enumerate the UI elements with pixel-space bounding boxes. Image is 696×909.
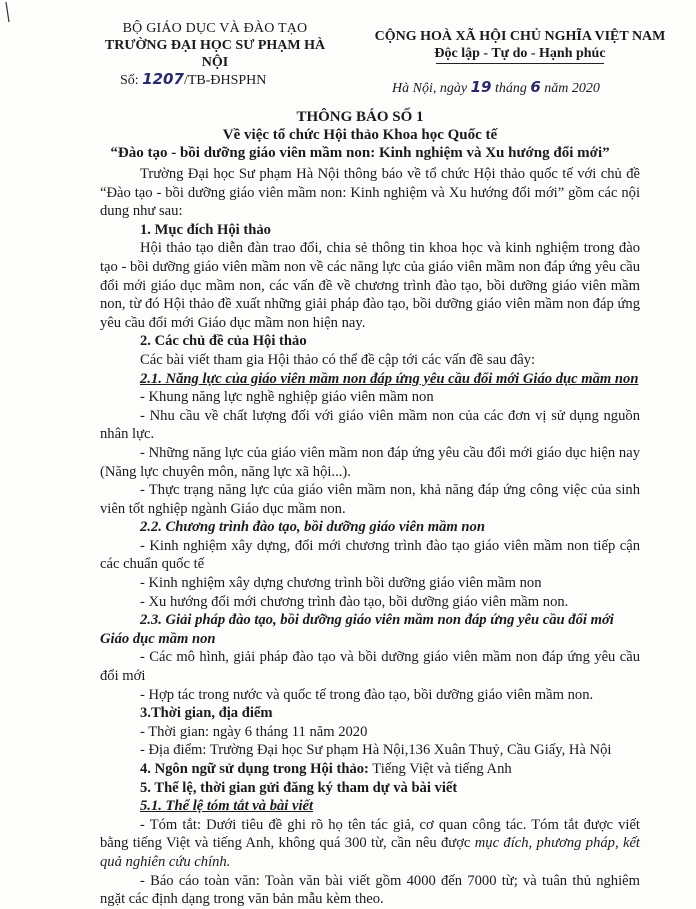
section-4-label: 4. Ngôn ngữ sử dụng trong Hội thảo:	[140, 761, 369, 777]
doc-number-handwritten: 1207	[142, 70, 184, 88]
section-2-2-item: - Xu hướng đổi mới chương trình đào tạo, bồi dưỡng giáo viên mầm non.	[140, 593, 569, 610]
section-2-1-item: - Khung năng lực nghề nghiệp giáo viên mầm non	[140, 389, 434, 406]
date-month-label: tháng	[494, 81, 527, 96]
motto-underline	[436, 63, 604, 64]
section-5-1-fulltext: - Báo cáo toàn văn: Toàn văn bài viết gồm 4000 đến 7000 từ; và tuân thủ nghiêm ngặt các định dạng trong văn bản mẫu kèm theo.	[100, 872, 640, 908]
section-3-item: - Thời gian: ngày 6 tháng 11 năm 2020	[140, 723, 368, 740]
section-5-1-title: 5.1. Thể lệ tóm tắt và bài viết	[140, 798, 314, 815]
intro-paragraph: Trường Đại học Sư phạm Hà Nội thông báo về tổ chức Hội thảo quốc tế với chủ đề “Đào tạo - bồi dưỡng giáo viên mầm non: Kinh nghiệm và Xu hướng đổi mới” gồm các nội dung như sau:	[100, 166, 640, 220]
section-3-title: 3.Thời gian, địa điểm	[140, 705, 273, 722]
doc-number-suffix: /TB-ĐHSPHN	[183, 73, 267, 88]
section-4	[100, 760, 640, 779]
notice-body	[100, 165, 640, 909]
section-2-2-item: - Kinh nghiệm xây dựng, đổi mới chương trình đào tạo giáo viên mầm non tiếp cận các chuẩn quốc tế	[100, 537, 640, 573]
university-name: TRƯỜNG ĐẠI HỌC SƯ PHẠM HÀ NỘI	[104, 38, 326, 70]
issuer-block	[96, 20, 334, 89]
section-2-1-item: - Những năng lực của giáo viên mầm non đáp ứng yêu cầu đổi mới giáo dục hiện nay (Năng lực chuyên môn, năng lực xã hội...).	[100, 444, 640, 480]
section-2-2-item: - Kinh nghiệm xây dựng chương trình bồi dưỡng giáo viên mầm non	[140, 575, 542, 592]
national-motto: Độc lập - Tự do - Hạnh phúc	[434, 46, 606, 61]
notice-title	[60, 108, 660, 162]
republic-name: CỘNG HOÀ XÃ HỘI CHỦ NGHĨA VIỆT NAM	[374, 29, 666, 44]
section-2-text: Các bài viết tham gia Hội thảo có thể đề cập tới các vấn đề sau đây:	[140, 351, 536, 368]
section-2-3-item: - Các mô hình, giải pháp đào tạo và bồi dưỡng giáo viên mầm non đáp ứng yêu cầu đổi mới	[100, 649, 640, 685]
section-2-1-title: 2.1. Năng lực của giáo viên mầm non đáp ứng yêu cầu đổi mới Giáo dục mầm non	[140, 370, 639, 387]
section-2-title: 2. Các chủ đề của Hội thảo	[140, 333, 307, 350]
notice-number: THÔNG BÁO SỐ 1	[296, 109, 424, 125]
section-5-title: 5. Thể lệ, thời gian gửi đăng ký tham dự và bài viết	[140, 779, 458, 796]
pen-mark-icon	[0, 0, 20, 26]
section-2-1-item: - Nhu cầu về chất lượng đối với giáo viên mầm non của các đơn vị sử dụng nguồn nhân lực.	[100, 407, 640, 443]
doc-number-label: Số:	[120, 73, 139, 88]
date-month: 6	[530, 78, 541, 96]
ministry-name: BỘ GIÁO DỤC VÀ ĐÀO TẠO	[122, 21, 308, 36]
conference-theme: “Đào tạo - bồi dưỡng giáo viên mầm non: Kinh nghiệm và Xu hướng đổi mới”	[110, 145, 610, 161]
date-year: năm 2020	[544, 81, 600, 96]
section-1-text: Hội thảo tạo diễn đàn trao đổi, chia sẻ thông tin khoa học và kinh nghiệm trong đào tạo - bồi dưỡng giáo viên mầm non về các năng lực của giáo viên mầm non đáp ứng yêu cầu đổi mới giáo dục mầm non, các vấn đề về chương trình đào tạo, bồi dưỡng giáo viên mầm non, từ đó Hội thảo đề xuất những giải pháp đào tạo, bồi dưỡng giáo viên mầm non đáp ứng yêu cầu đổi mới Giáo dục mầm non hiện nay.	[100, 240, 640, 331]
national-header	[360, 28, 680, 64]
section-2-2-title: 2.2. Chương trình đào tạo, bồi dưỡng giáo viên mầm non	[140, 519, 485, 536]
notice-subject: Về việc tổ chức Hội thảo Khoa học Quốc tế	[222, 127, 498, 143]
section-2-1-item: - Thực trạng năng lực của giáo viên mầm non, khả năng đáp ứng công việc của sinh viên tốt nghiệp ngành Giáo dục mầm non.	[100, 482, 640, 517]
date-prefix: Hà Nội, ngày	[392, 81, 468, 96]
document-number	[96, 71, 334, 89]
section-5-1-abstract	[100, 816, 640, 872]
date-day: 19	[470, 78, 492, 96]
section-3-item: - Địa điểm: Trường Đại học Sư phạm Hà Nội,136 Xuân Thuỷ, Cầu Giấy, Hà Nội	[140, 742, 612, 759]
section-1-title: 1. Mục đích Hội thảo	[140, 221, 271, 238]
abstract-text: - Tóm tắt: Dưới tiêu đề ghi rõ họ tên tác giả, cơ quan công tác. Tóm tắt được viết bằng tiếng Việt và tiếng Anh, không quá 300 từ, cần nêu được	[100, 816, 640, 852]
abstract-emphasis: mục đích, phương pháp, kết quả nghiên cứu chính.	[100, 835, 640, 870]
section-4-value: Tiếng Việt và tiếng Anh	[368, 761, 512, 777]
section-2-3-title: 2.3. Giải pháp đào tạo, bồi dưỡng giáo viên mầm non đáp ứng yêu cầu đổi mới Giáo dục mầm non	[100, 612, 614, 647]
section-2-3-item: - Hợp tác trong nước và quốc tế trong đào tạo, bồi dưỡng giáo viên mầm non.	[140, 686, 594, 703]
issue-date	[392, 78, 672, 97]
